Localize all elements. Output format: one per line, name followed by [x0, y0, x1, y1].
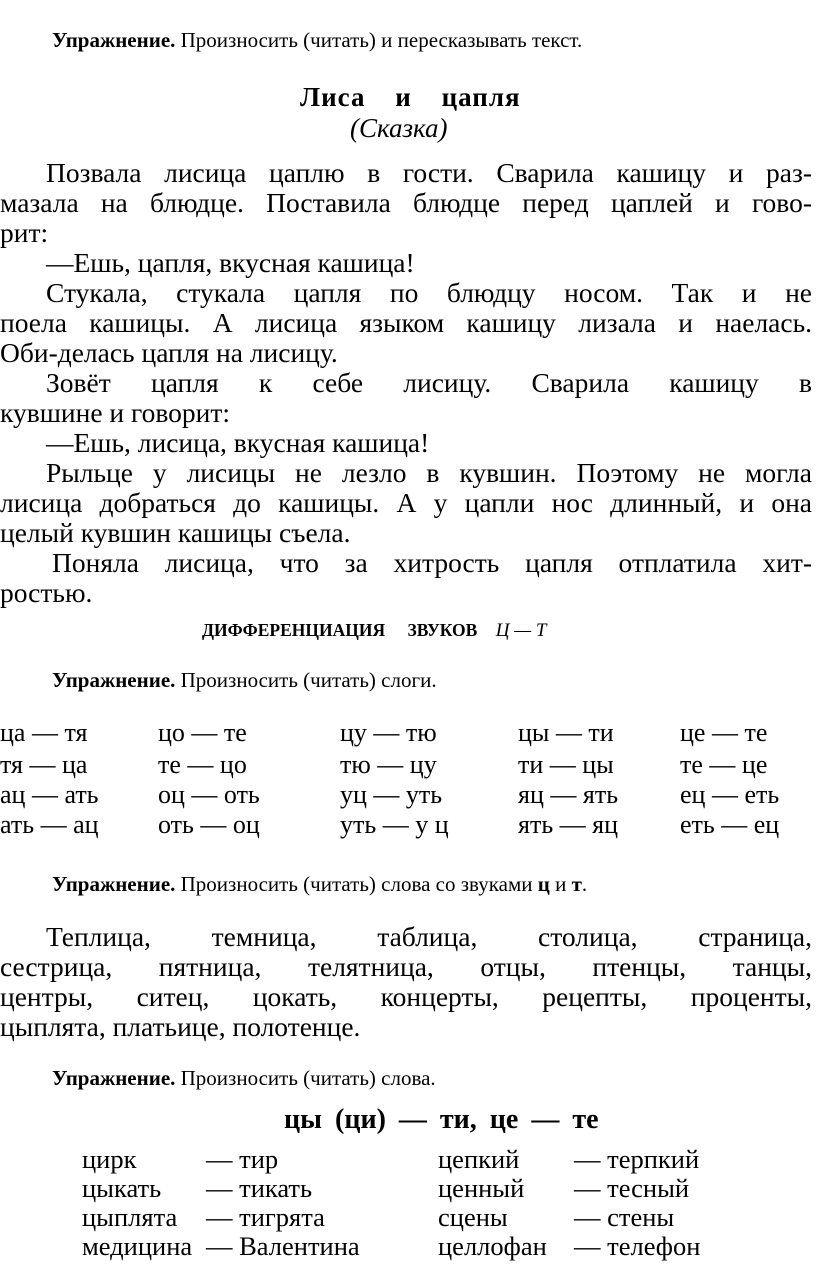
section-sounds: Ц — Т: [495, 620, 547, 641]
syllable-pair: оц — оть: [158, 780, 260, 809]
exercise-text: Произносить (читать) слова со звуками: [180, 872, 533, 896]
exercise-text: Произносить (читать) слоги.: [180, 668, 437, 692]
exercise-label: Упражнение.: [52, 28, 176, 52]
exercise-instruction: [52, 668, 437, 693]
word-cell: цирк: [82, 1144, 137, 1174]
story-title: [300, 82, 521, 113]
words-line: центры, ситец, цокать, концерты, рецепты, проценты,: [0, 981, 812, 1012]
word-cell: — тесный: [574, 1173, 690, 1203]
word-cell: — тигрята: [206, 1202, 325, 1232]
pairs-heading: цы (ци) — ти, це — те: [284, 1104, 599, 1135]
syllable-pair: ца — тя: [0, 718, 88, 747]
title-word: Лиса: [300, 82, 366, 112]
story-line: —Ешь, лисица, вкусная кашица!: [46, 427, 430, 458]
syllable-pair: цы — ти: [518, 718, 614, 747]
title-word: и: [395, 82, 412, 112]
exercise-label: Упражнение.: [52, 1066, 176, 1090]
story-line: Поняла лисица, что за хитрость цапля отплатила хит-: [52, 547, 812, 578]
syllable-pair: ять — яц: [518, 810, 619, 839]
words-line: сестрица, пятница, телятница, отцы, птенцы, танцы,: [0, 951, 812, 982]
word-cell: сцены: [438, 1202, 508, 1232]
syllable-pair: ти — цы: [518, 750, 614, 779]
words-line: Теплица, темница, таблица, столица, страница,: [46, 921, 812, 952]
word-cell: — тир: [206, 1144, 279, 1174]
syllable-pair: оть — оц: [158, 810, 260, 839]
section-word: ДИФФЕРЕНЦИАЦИЯ: [202, 620, 386, 640]
exercise-text: Произносить (читать) слова.: [180, 1066, 436, 1090]
syllable-pair: тя — ца: [0, 750, 88, 779]
syllable-pair: ац — ать: [0, 780, 99, 809]
syllable-pair: те — це: [680, 750, 768, 779]
sound-letter: ц: [537, 872, 550, 896]
story-line: мазала на блюдце. Поставила блюдце перед цаплей и гово-: [0, 187, 812, 218]
words-paragraph: [0, 922, 812, 1042]
word-cell: цепкий: [438, 1144, 520, 1174]
syllable-pair: тю — цу: [340, 750, 437, 779]
syllable-pair: цу — тю: [340, 718, 437, 747]
word-cell: медицина: [82, 1231, 193, 1261]
exercise-instruction: [52, 872, 587, 897]
syllable-pair: це — те: [680, 718, 768, 747]
syllable-pair: те — цо: [158, 750, 247, 779]
story-line: ростью.: [0, 577, 93, 608]
story-line: рит:: [0, 217, 49, 248]
period: .: [581, 872, 588, 896]
story-line: Позвала лисица цаплю в гости. Сварила кашицу и раз-: [46, 157, 812, 188]
syllable-pair: ать — ац: [0, 810, 99, 839]
syllable-grid: [0, 718, 816, 848]
word-cell: ценный: [438, 1173, 525, 1203]
word-cell: цыкать: [82, 1173, 162, 1203]
word-cell: — тикать: [206, 1173, 313, 1203]
story-line: Рыльце у лисицы не лезло в кувшин. Поэтому не могла: [46, 457, 812, 488]
story-line: кувшине и говорит:: [0, 397, 231, 428]
title-word: цапля: [441, 82, 521, 112]
story-text: [0, 158, 812, 608]
word-pairs-table: [0, 1144, 816, 1262]
syllable-pair: уц — уть: [340, 780, 443, 809]
story-line: Зовёт цапля к себе лисицу. Сварила кашицу в: [46, 367, 812, 398]
story-line: целый кувшин кашицы съела.: [0, 517, 351, 548]
word-cell: — стены: [574, 1202, 675, 1232]
word-cell: — терпкий: [574, 1144, 700, 1174]
exercise-label: Упражнение.: [52, 668, 176, 692]
exercise-label: Упражнение.: [52, 872, 176, 896]
word-cell: цыплята: [82, 1202, 178, 1232]
exercise-instruction: [52, 28, 582, 53]
story-line: —Ешь, цапля, вкусная кашица!: [46, 247, 415, 278]
syllable-pair: цо — те: [158, 718, 247, 747]
story-line: поела кашицы. А лисица языком кашицу лизала и наелась.: [0, 307, 812, 338]
syllable-pair: яц — ять: [518, 780, 619, 809]
story-subtitle: (Сказка): [350, 113, 448, 143]
word-cell: — телефон: [574, 1231, 701, 1261]
section-heading: [202, 620, 546, 642]
syllable-pair: ец — еть: [680, 780, 780, 809]
syllable-pair: уть — у ц: [340, 810, 449, 839]
word-cell: целлофан: [438, 1231, 547, 1261]
words-line: цыплята, платьице, полотенце.: [0, 1011, 361, 1042]
section-word: ЗВУКОВ: [407, 620, 478, 640]
word-cell: — Валентина: [206, 1231, 360, 1261]
story-line: Оби-делась цапля на лисицу.: [0, 337, 338, 368]
exercise-instruction: [52, 1066, 436, 1091]
sound-letter: т: [571, 872, 582, 896]
conjunction: и: [555, 872, 567, 896]
story-line: лисица добраться до кашицы. А у цапли нос длинный, и она: [0, 487, 812, 518]
exercise-text: Произносить (читать) и пересказывать текст.: [180, 28, 583, 52]
story-line: Стукала, стукала цапля по блюдцу носом. Так и не: [46, 277, 812, 308]
syllable-pair: еть — ец: [680, 810, 780, 839]
